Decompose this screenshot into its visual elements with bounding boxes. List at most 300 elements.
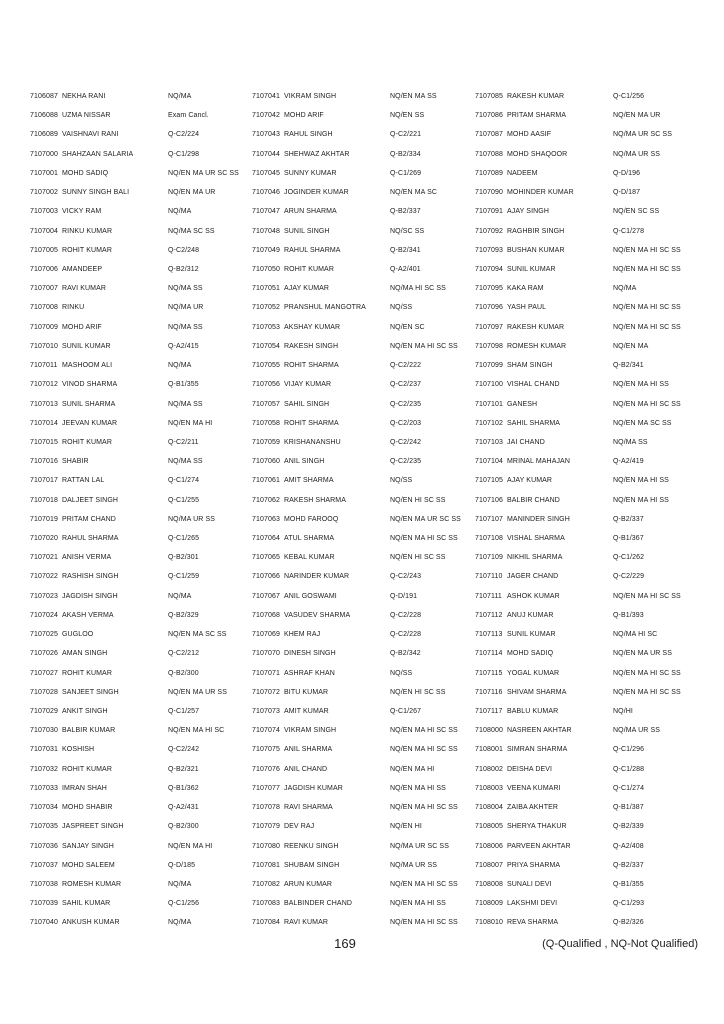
result-status: NQ/EN MA HI SS [390, 900, 446, 908]
candidate-name: ROHIT KUMAR [62, 765, 112, 773]
result-status: Q-B2/334 [390, 150, 421, 158]
result-status: Q-C1/293 [613, 900, 645, 908]
result-status: NQ/EN MA HI [168, 419, 213, 427]
candidate-name: SIMRAN SHARMA [507, 746, 568, 754]
result-row [252, 803, 474, 822]
candidate-name: AKSHAY KUMAR [284, 323, 341, 331]
roll-number: 7107021 [30, 554, 58, 562]
result-row [30, 803, 252, 822]
roll-number: 7107098 [475, 342, 503, 350]
result-status: NQ/MA [168, 919, 192, 927]
roll-number: 7107104 [475, 458, 503, 466]
roll-number: 7107114 [475, 650, 503, 658]
roll-number: 7107015 [30, 438, 58, 446]
result-status: Q-B2/341 [390, 246, 421, 254]
roll-number: 7107041 [252, 93, 280, 100]
roll-number: 7108003 [475, 784, 503, 792]
result-status: NQ/MA UR [168, 304, 204, 312]
result-row [475, 534, 697, 553]
result-row [30, 476, 252, 495]
result-status: Q-C1/278 [613, 227, 645, 235]
result-row [30, 842, 252, 861]
result-status: NQ/EN MA HI SC SS [390, 919, 458, 927]
result-status: NQ/EN HI SC SS [390, 688, 446, 696]
result-status: Q-B2/300 [168, 669, 199, 677]
result-row [252, 169, 474, 188]
roll-number: 7107071 [252, 669, 280, 677]
result-row [475, 803, 697, 822]
candidate-name: LAKSHMI DEVI [507, 900, 558, 908]
result-row [252, 592, 474, 611]
result-row [252, 265, 474, 284]
result-status: NQ/EN MA HI SS [613, 496, 669, 504]
candidate-name: NARINDER KUMAR [284, 573, 350, 581]
roll-number: 7107112 [475, 611, 503, 619]
result-status: NQ/MA [168, 880, 192, 888]
candidate-name: SUNIL KUMAR [507, 265, 556, 273]
roll-number: 7107116 [475, 688, 503, 696]
candidate-name: VAISHNAVI RANI [62, 131, 119, 139]
roll-number: 7107033 [30, 784, 58, 792]
result-row [30, 457, 252, 476]
roll-number: 7107022 [30, 573, 58, 581]
candidate-name: YOGAL KUMAR [507, 669, 560, 677]
result-status: NQ/EN MA HI SC SS [613, 246, 681, 254]
roll-number: 7107072 [252, 688, 280, 696]
candidate-name: ROHIT SHARMA [284, 419, 339, 427]
candidate-name: SUNIL KUMAR [62, 342, 111, 350]
candidate-name: MOHD SHABIR [62, 804, 113, 812]
result-status: NQ/HI [613, 708, 633, 715]
result-row [475, 861, 697, 880]
roll-number: 7107097 [475, 323, 503, 331]
roll-number: 7107023 [30, 592, 58, 600]
result-row [252, 669, 474, 688]
candidate-name: ROHIT SHARMA [284, 362, 339, 370]
candidate-name: BALBINDER CHAND [284, 900, 353, 908]
roll-number: 7107019 [30, 515, 58, 523]
roll-number: 7107093 [475, 246, 503, 254]
candidate-name: JAI CHAND [507, 438, 545, 446]
roll-number: 7107105 [475, 477, 503, 485]
result-status: NQ/MA HI SC [613, 631, 658, 639]
result-status: Q-D/191 [390, 592, 418, 600]
roll-number: 7107056 [252, 381, 280, 389]
roll-number: 7107084 [252, 919, 280, 927]
candidate-name: AJAY SINGH [507, 208, 549, 216]
result-status: NQ/EN MA HI SC SS [613, 323, 681, 331]
result-status: Q-A2/408 [613, 842, 644, 850]
candidate-name: RAKESH SINGH [284, 342, 339, 350]
result-row [30, 669, 252, 688]
result-status: Q-C2/228 [390, 611, 422, 619]
roll-number: 7107050 [252, 265, 280, 273]
roll-number: 7107063 [252, 515, 280, 523]
candidate-name: MOHD SALEEM [62, 861, 115, 869]
result-row [252, 496, 474, 515]
candidate-name: VISHAL CHAND [507, 381, 560, 389]
result-status: Q-C2/242 [168, 746, 200, 754]
roll-number: 7108004 [475, 804, 503, 812]
roll-number: 7107054 [252, 342, 280, 350]
result-row [30, 130, 252, 149]
result-status: Q-C1/256 [613, 93, 645, 100]
roll-number: 7107027 [30, 669, 58, 677]
result-status: NQ/EN MA SS [390, 93, 437, 100]
result-row [475, 419, 697, 438]
candidate-name: MOHD AASIF [507, 131, 552, 139]
candidate-name: SUNALI DEVI [507, 880, 552, 888]
candidate-name: ASHRAF KHAN [284, 669, 335, 677]
result-row [252, 572, 474, 591]
result-row [30, 572, 252, 591]
candidate-name: SUNIL SINGH [284, 227, 330, 235]
roll-number: 7107025 [30, 631, 58, 639]
result-row [30, 400, 252, 419]
result-row [252, 361, 474, 380]
result-row [252, 899, 474, 918]
result-status: NQ/EN MA HI SC [168, 727, 225, 735]
candidate-name: SUNNY KUMAR [284, 169, 337, 177]
roll-number: 7107064 [252, 535, 280, 543]
result-status: NQ/MA SS [168, 458, 203, 466]
result-row [252, 284, 474, 303]
result-status: NQ/MA UR SC SS [613, 131, 672, 139]
result-status: Exam Cancl. [168, 112, 209, 120]
roll-number: 7107020 [30, 535, 58, 543]
candidate-name: SUNIL KUMAR [507, 631, 556, 639]
candidate-name: PRIYA SHARMA [507, 861, 561, 869]
result-status: Q-C2/235 [390, 400, 422, 408]
result-status: Q-C2/211 [168, 438, 199, 446]
candidate-name: RINKU [62, 304, 85, 312]
roll-number: 7107036 [30, 842, 58, 850]
result-row [252, 188, 474, 207]
result-row [30, 688, 252, 707]
results-column-3 [475, 92, 697, 938]
result-row [252, 534, 474, 553]
result-status: NQ/EN MA HI SS [613, 477, 669, 485]
result-row [30, 303, 252, 322]
result-status: Q-C2/222 [390, 362, 422, 370]
result-status: Q-B2/321 [168, 765, 199, 773]
result-status: Q-B1/393 [613, 611, 644, 619]
roll-number: 7107010 [30, 342, 58, 350]
candidate-name: ARUN SHARMA [284, 208, 337, 216]
candidate-name: KHEM RAJ [284, 631, 321, 639]
result-row [30, 227, 252, 246]
result-status: NQ/EN MA HI SC SS [613, 669, 681, 677]
result-status: Q-B1/387 [613, 804, 644, 812]
candidate-name: SHAHZAAN SALARIA [62, 150, 134, 158]
result-row [252, 630, 474, 649]
candidate-name: NIKHIL SHARMA [507, 554, 563, 562]
candidate-name: YASH PAUL [507, 304, 547, 312]
candidate-name: DEISHA DEVI [507, 765, 553, 773]
result-row [475, 688, 697, 707]
result-status: Q-C2/229 [613, 573, 645, 581]
result-status: Q-B2/337 [613, 861, 644, 869]
result-status: Q-B1/355 [168, 381, 199, 389]
candidate-name: SHERYA THAKUR [507, 823, 567, 831]
result-row [252, 553, 474, 572]
result-status: NQ/EN MA HI SC SS [613, 688, 681, 696]
candidate-name: JAGDISH KUMAR [284, 784, 343, 792]
result-status: NQ/EN MA HI [168, 842, 213, 850]
roll-number: 7107047 [252, 208, 280, 216]
result-row [252, 400, 474, 419]
candidate-name: PRITAM SHARMA [507, 112, 567, 120]
result-status: Q-C2/212 [168, 650, 200, 658]
candidate-name: MOHD ARIF [62, 323, 102, 331]
candidate-name: VINOD SHARMA [62, 381, 118, 389]
roll-number: 7107117 [475, 708, 503, 715]
candidate-name: SUNIL SHARMA [62, 400, 116, 408]
result-status: Q-B1/362 [168, 784, 199, 792]
result-row [475, 150, 697, 169]
candidate-name: IMRAN SHAH [62, 784, 107, 792]
candidate-name: VIKRAM SINGH [284, 727, 337, 735]
candidate-name: BUSHAN KUMAR [507, 246, 565, 254]
candidate-name: PRITAM CHAND [62, 515, 116, 523]
candidate-name: RAKESH KUMAR [507, 93, 565, 100]
result-row [475, 361, 697, 380]
roll-number: 7107107 [475, 515, 503, 523]
roll-number: 7107113 [475, 631, 503, 639]
candidate-name: DALJEET SINGH [62, 496, 119, 504]
candidate-name: ARUN KUMAR [284, 880, 333, 888]
roll-number: 7107016 [30, 458, 58, 466]
candidate-name: SANJEET SINGH [62, 688, 119, 696]
candidate-name: KOSHISH [62, 746, 95, 754]
candidate-name: GANESH [507, 400, 538, 408]
result-status: NQ/EN MA HI SC SS [390, 727, 458, 735]
result-status: NQ/MA SC SS [168, 227, 215, 235]
result-status: NQ/MA SS [613, 438, 648, 446]
roll-number: 7107096 [475, 304, 503, 312]
result-row [475, 111, 697, 130]
roll-number: 7108005 [475, 823, 503, 831]
result-status: Q-B2/342 [390, 650, 421, 658]
roll-number: 7108006 [475, 842, 503, 850]
roll-number: 7107099 [475, 362, 503, 370]
result-row [30, 611, 252, 630]
result-status: Q-C2/224 [168, 131, 200, 139]
roll-number: 7107005 [30, 246, 58, 254]
result-status: Q-C2/243 [390, 573, 422, 581]
result-status: NQ/EN MA SC [390, 189, 437, 197]
result-status: Q-B2/341 [613, 362, 644, 370]
result-row [30, 534, 252, 553]
result-row [30, 726, 252, 745]
result-row [252, 246, 474, 265]
result-status: NQ/MA SS [168, 323, 203, 331]
candidate-name: SHABIR [62, 458, 89, 466]
candidate-name: ROMESH KUMAR [62, 880, 122, 888]
candidate-name: ZAIBA AKHTER [507, 804, 558, 812]
candidate-name: ANISH VERMA [62, 554, 112, 562]
result-row [30, 592, 252, 611]
candidate-name: VICKY RAM [62, 208, 102, 216]
result-row [252, 207, 474, 226]
result-status: NQ/MA [613, 285, 637, 293]
candidate-name: AMANDEEP [62, 265, 103, 273]
roll-number: 7107110 [475, 573, 503, 581]
candidate-name: RAKESH KUMAR [507, 323, 565, 331]
candidate-name: REVA SHARMA [507, 919, 559, 927]
candidate-name: SUNNY SINGH BALI [62, 189, 130, 197]
result-status: Q-C1/267 [390, 708, 422, 715]
result-row [475, 745, 697, 764]
roll-number: 7107085 [475, 93, 503, 100]
roll-number: 7107040 [30, 919, 58, 927]
roll-number: 7107076 [252, 765, 280, 773]
roll-number: 7107108 [475, 535, 503, 543]
result-status: Q-C1/274 [613, 784, 645, 792]
roll-number: 7107070 [252, 650, 280, 658]
result-row [475, 323, 697, 342]
result-status: NQ/SC SS [390, 227, 425, 235]
roll-number: 7107057 [252, 400, 280, 408]
result-status: NQ/MA HI SC SS [390, 285, 446, 293]
result-row [475, 284, 697, 303]
result-row [252, 303, 474, 322]
candidate-name: NADEEM [507, 169, 538, 177]
result-row [252, 342, 474, 361]
candidate-name: ROMESH KUMAR [507, 342, 567, 350]
candidate-name: VIJAY KUMAR [284, 381, 332, 389]
candidate-name: RAGHBIR SINGH [507, 227, 565, 235]
roll-number: 7107059 [252, 438, 280, 446]
result-status: NQ/MA SS [168, 285, 203, 293]
result-row [30, 745, 252, 764]
candidate-name: RAKESH SHARMA [284, 496, 346, 504]
result-status: Q-D/196 [613, 169, 641, 177]
result-status: NQ/EN MA UR SS [613, 650, 672, 658]
result-status: NQ/EN MA SC SS [613, 419, 672, 427]
result-row [30, 207, 252, 226]
roll-number: 7107083 [252, 900, 280, 908]
roll-number: 7107006 [30, 265, 58, 273]
roll-number: 7107037 [30, 861, 58, 869]
result-row [30, 707, 252, 726]
result-status: NQ/EN MA HI SC SS [613, 304, 681, 312]
roll-number: 7108002 [475, 765, 503, 773]
roll-number: 7107008 [30, 304, 58, 312]
results-column-1 [30, 92, 252, 938]
roll-number: 7107079 [252, 823, 280, 831]
roll-number: 7107053 [252, 323, 280, 331]
candidate-name: BITU KUMAR [284, 688, 329, 696]
result-row [475, 92, 697, 111]
result-row [475, 822, 697, 841]
candidate-name: ANKIT SINGH [62, 708, 108, 715]
candidate-name: AJAY KUMAR [507, 477, 553, 485]
candidate-name: BABLU KUMAR [507, 708, 559, 715]
result-status: NQ/SS [390, 304, 413, 312]
candidate-name: VASUDEV SHARMA [284, 611, 351, 619]
result-status: Q-B2/326 [613, 919, 644, 927]
result-row [252, 457, 474, 476]
result-row [30, 323, 252, 342]
result-row [30, 899, 252, 918]
result-row [475, 380, 697, 399]
result-row [252, 227, 474, 246]
roll-number: 7107003 [30, 208, 58, 216]
roll-number: 7107007 [30, 285, 58, 293]
result-status: Q-B1/367 [613, 535, 644, 543]
result-row [252, 515, 474, 534]
result-row [30, 861, 252, 880]
candidate-name: SAHIL SHARMA [507, 419, 561, 427]
result-row [475, 438, 697, 457]
roll-number: 7107044 [252, 150, 280, 158]
result-status: NQ/EN MA HI [390, 765, 435, 773]
page-number: 169 [334, 936, 356, 951]
candidate-name: AMIT KUMAR [284, 708, 329, 715]
result-row [252, 842, 474, 861]
roll-number: 7108000 [475, 727, 503, 735]
roll-number: 7108001 [475, 746, 503, 754]
roll-number: 7107100 [475, 381, 503, 389]
result-status: NQ/MA UR SS [613, 150, 660, 158]
result-status: NQ/MA UR SS [390, 861, 437, 869]
result-row [30, 880, 252, 899]
candidate-name: RAHUL SHARMA [284, 246, 341, 254]
result-status: Q-A2/415 [168, 342, 199, 350]
candidate-name: MOHD ARIF [284, 112, 324, 120]
result-status: NQ/MA UR SS [168, 515, 215, 523]
candidate-name: MOHD SHAQOOR [507, 150, 568, 158]
candidate-name: GUGLOO [62, 631, 94, 639]
result-row [475, 669, 697, 688]
result-status: NQ/SS [390, 477, 413, 485]
result-status: Q-C2/221 [390, 131, 422, 139]
roll-number: 7107078 [252, 804, 280, 812]
roll-number: 7107038 [30, 880, 58, 888]
result-status: Q-D/185 [168, 861, 196, 869]
result-row [30, 822, 252, 841]
result-status: NQ/EN MA UR [613, 112, 661, 120]
candidate-name: AMAN SINGH [62, 650, 108, 658]
result-status: Q-C1/274 [168, 477, 200, 485]
result-row [475, 899, 697, 918]
result-row [475, 784, 697, 803]
candidate-name: PRANSHUL MANGOTRA [284, 304, 366, 312]
result-row [30, 784, 252, 803]
result-row [475, 265, 697, 284]
result-row [30, 419, 252, 438]
candidate-name: ROHIT KUMAR [62, 438, 112, 446]
candidate-name: SHIVAM SHARMA [507, 688, 567, 696]
result-status: NQ/MA UR SC SS [390, 842, 449, 850]
result-status: Q-C1/257 [168, 708, 200, 715]
roll-number: 7107115 [475, 669, 503, 677]
roll-number: 7107039 [30, 900, 58, 908]
roll-number: 7107049 [252, 246, 280, 254]
candidate-name: RAVI KUMAR [284, 919, 329, 927]
roll-number: 7107045 [252, 169, 280, 177]
result-row [475, 188, 697, 207]
result-status: Q-C2/228 [390, 631, 422, 639]
result-row [30, 246, 252, 265]
result-row [475, 400, 697, 419]
roll-number: 7107081 [252, 861, 280, 869]
result-row [475, 765, 697, 784]
roll-number: 7107029 [30, 708, 58, 715]
result-row [252, 726, 474, 745]
candidate-name: JAGDISH SINGH [62, 592, 118, 600]
